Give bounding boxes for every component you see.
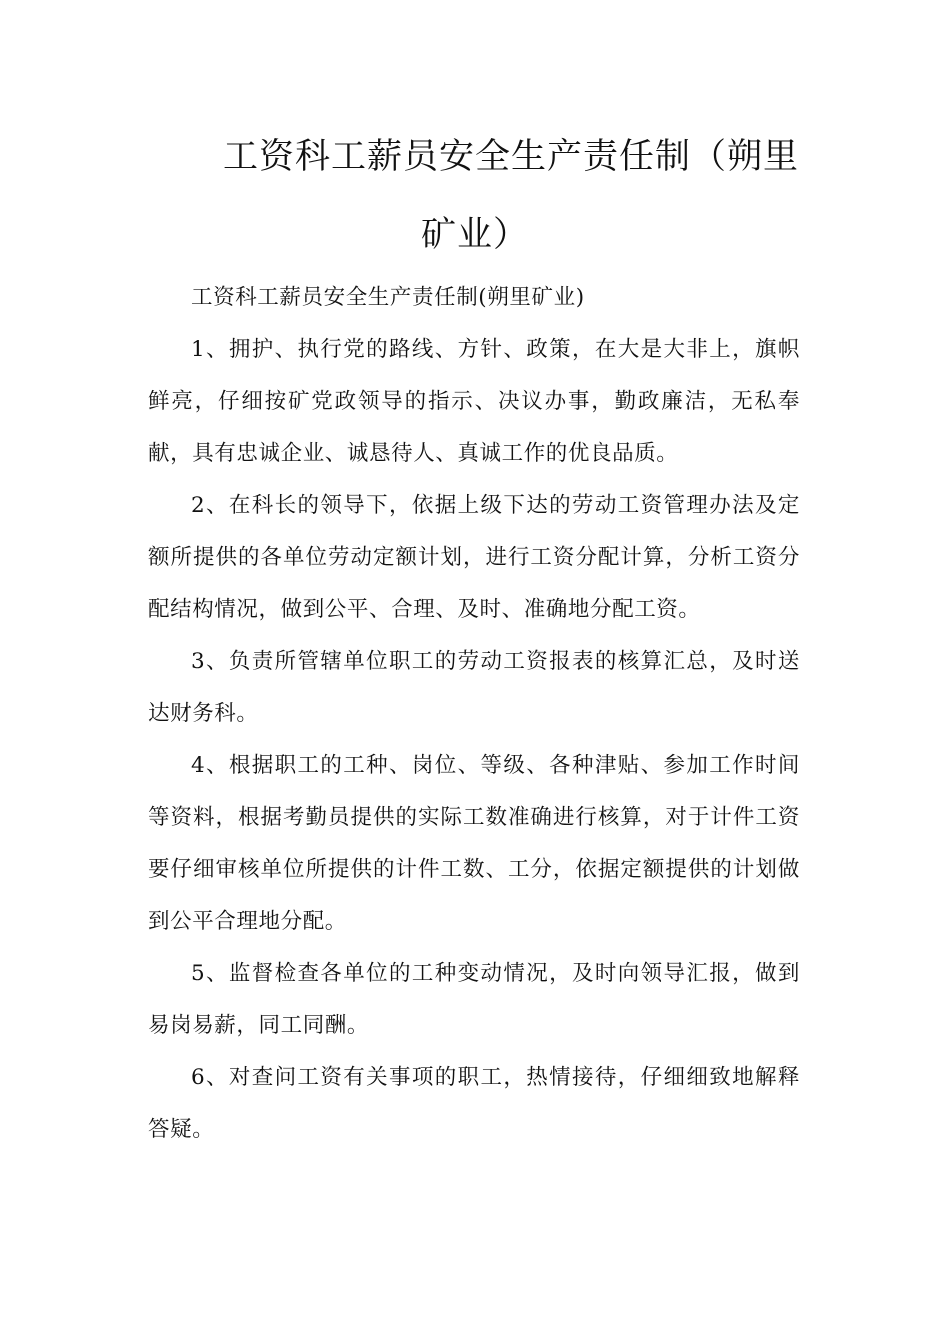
paragraph-heading: 工资科工薪员安全生产责任制(朔里矿业) [191,285,585,310]
paragraph-item-3: 3、负责所管辖单位职工的劳动工资报表的核算汇总，及时送达财务科。 [148,649,800,726]
paragraph-item-6: 6、对查问工资有关事项的职工，热情接待，仔细细致地解释答疑。 [148,1065,800,1142]
paragraph-item-4: 4、根据职工的工种、岗位、等级、各种津贴、参加工作时间等资料，根据考勤员提供的实际工数准确进行核算，对于计件工资要仔细审核单位所提供的计件工数、工分，依据定额提供的计划做到公平合理地分配。 [148,753,800,934]
paragraph-item-5: 5、监督检查各单位的工种变动情况，及时向领导汇报，做到易岗易薪，同工同酬。 [148,961,800,1038]
paragraph-item-2: 2、在科长的领导下，依据上级下达的劳动工资管理办法及定额所提供的各单位劳动定额计划，进行工资分配计算，分析工资分配结构情况，做到公平、合理、及时、准确地分配工资。 [148,493,800,622]
document-body [148,272,800,1156]
document-title: 工资科工薪员安全生产责任制（朔里矿业） [222,137,799,255]
paragraph-item-1: 1、拥护、执行党的路线、方针、政策，在大是大非上，旗帜鲜亮，仔细按矿党政领导的指示、决议办事，勤政廉洁，无私奉献，具有忠诚企业、诚恳待人、真诚工作的优良品质。 [148,337,800,466]
